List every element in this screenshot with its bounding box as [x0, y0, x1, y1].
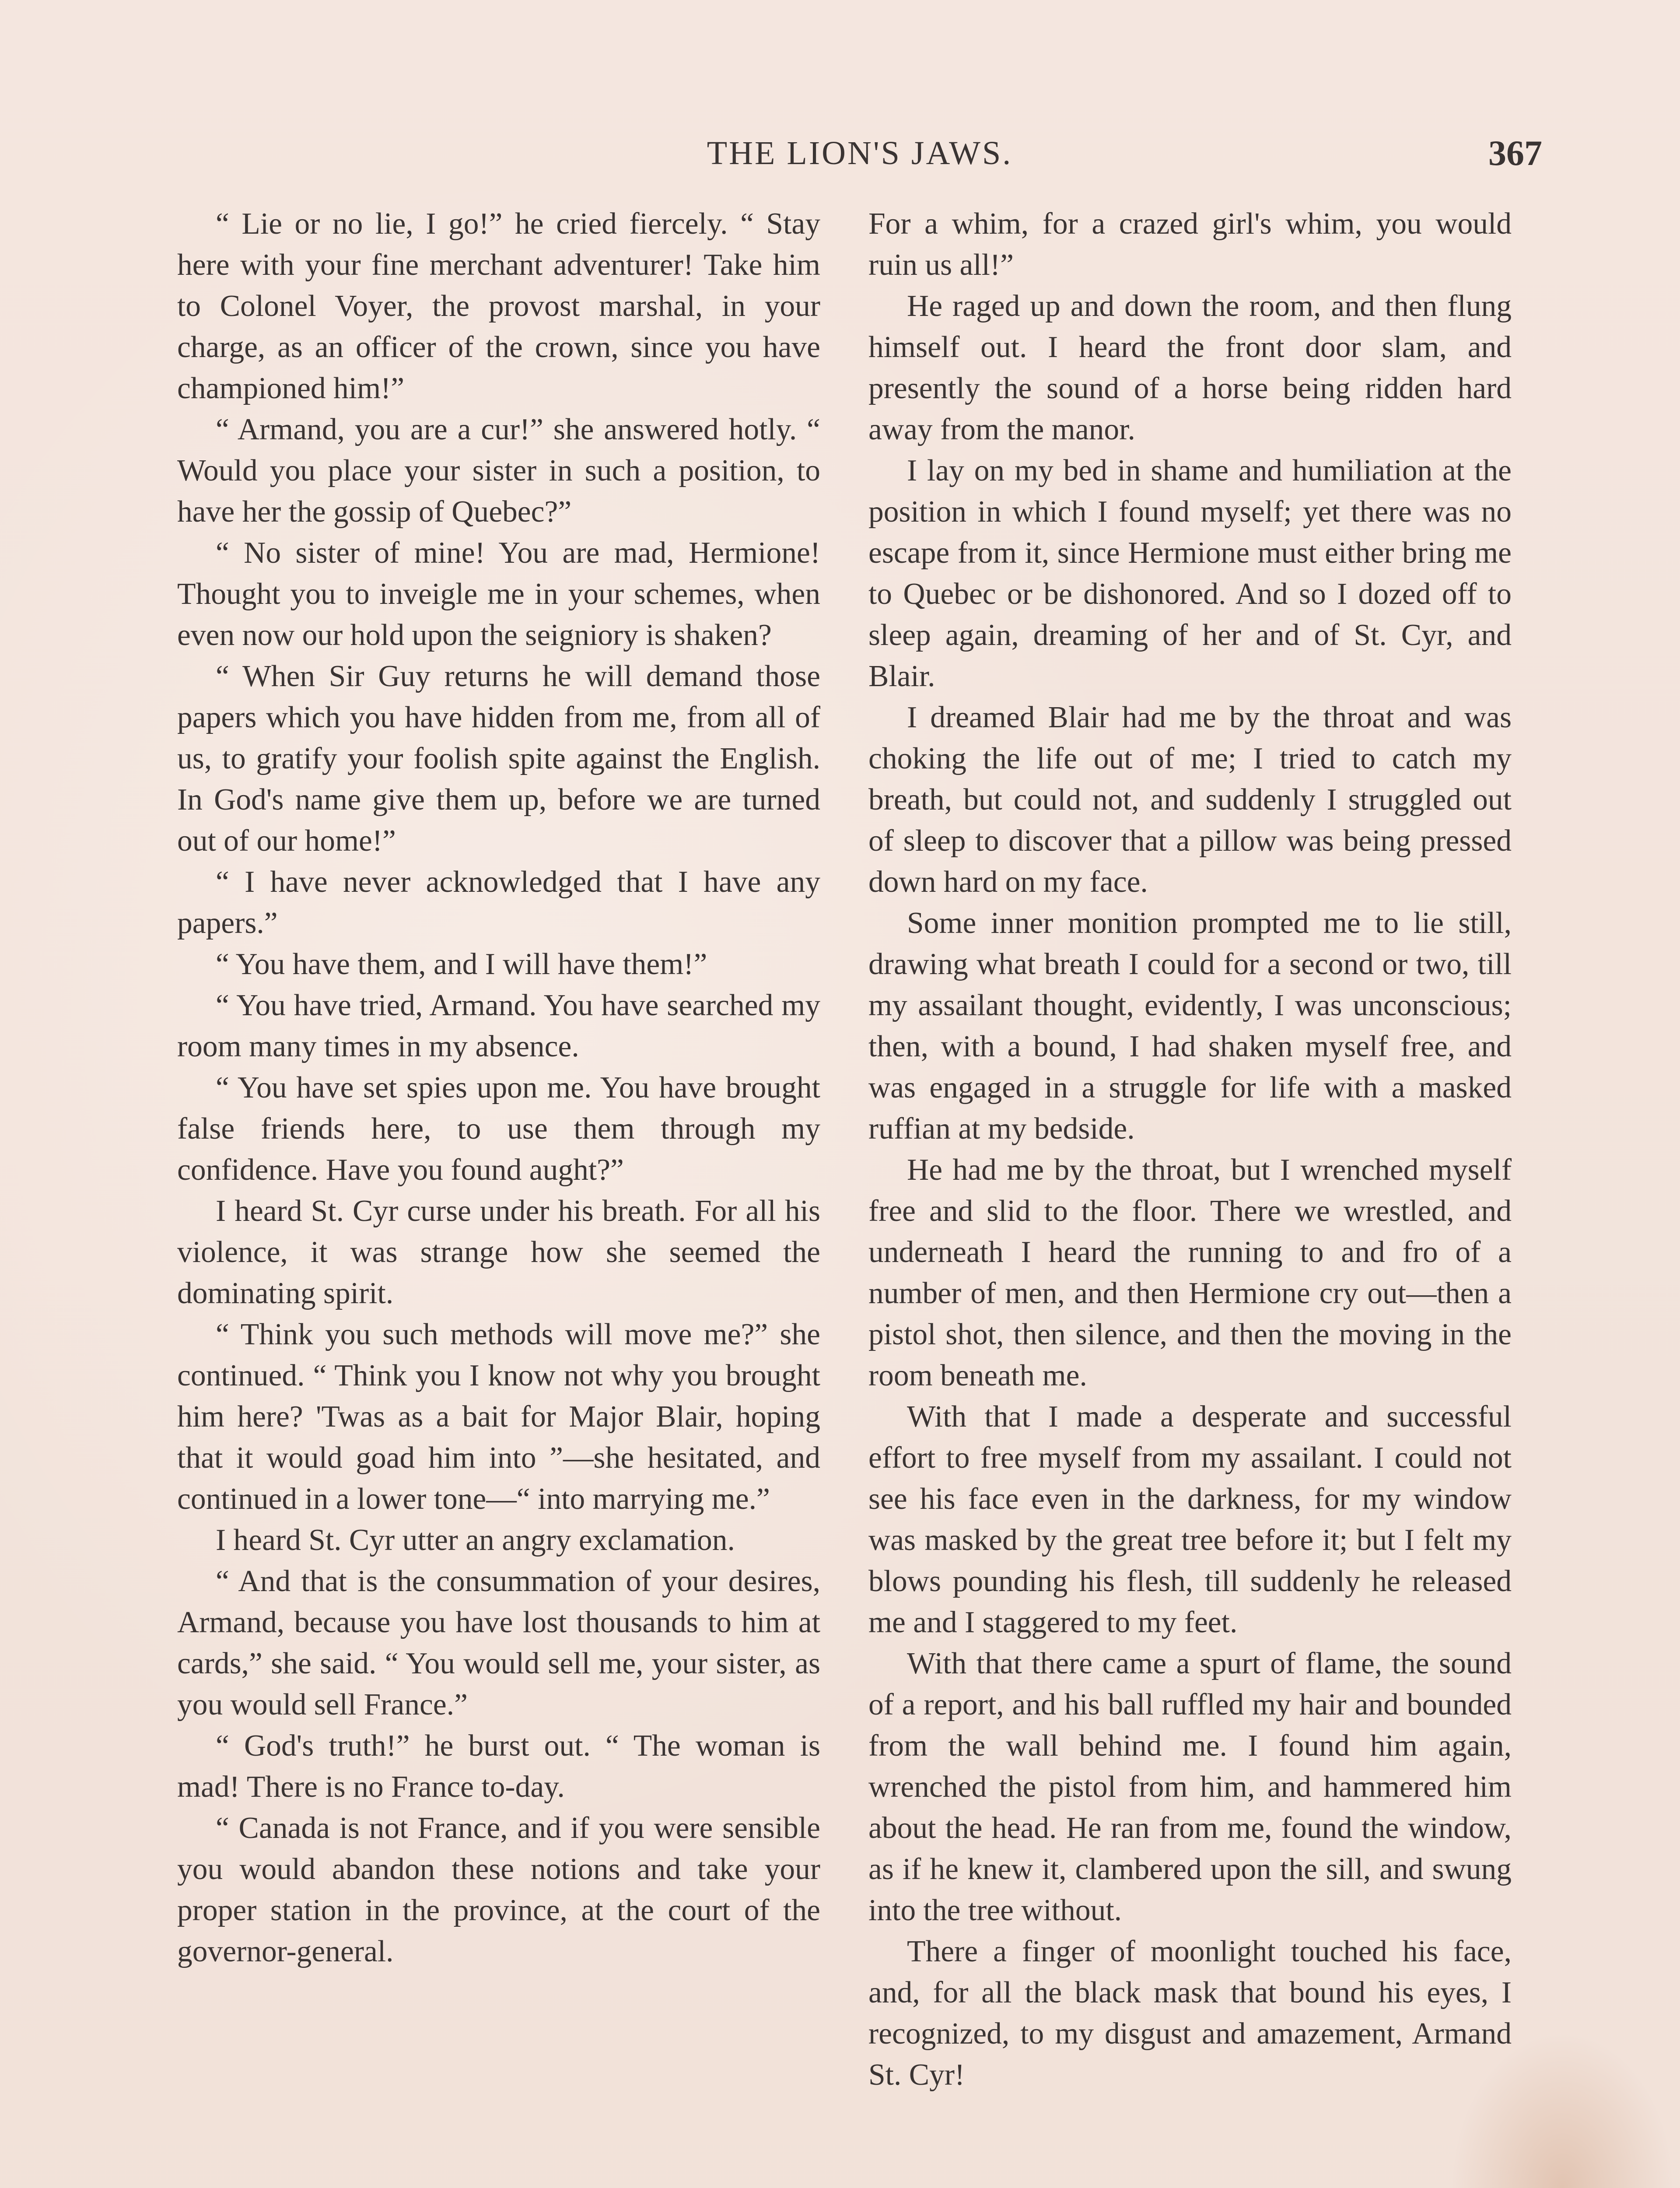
paragraph: “ You have tried, Armand. You have searched my room many times in my absence. — [177, 989, 820, 1063]
right-column — [868, 203, 1512, 2096]
paragraph: “ Canada is not France, and if you were sensible you would abandon these notions and take your proper station in the province, at the court of the governor-general. — [177, 1811, 820, 1968]
paragraph-continuation: For a whim, for a crazed girl's whim, you would ruin us all!” — [868, 207, 1512, 282]
paragraph: I lay on my bed in shame and humiliation at the position in which I found myself; yet there was no escape from it, since Hermione must either bring me to Quebec or be dishonored. And so I dozed off to sleep again, dreaming of her and of St. Cyr, and Blair. — [868, 454, 1512, 693]
paragraph: “ I have never acknowledged that I have any papers.” — [177, 865, 820, 940]
paragraph: I heard St. Cyr curse under his breath. For all his violence, it was strange how she seemed the dominating spirit. — [177, 1194, 820, 1310]
paragraph: “ And that is the consummation of your desires, Armand, because you have lost thousands to him at cards,” she said. “ You would sell me, your sister, as you would sell France.” — [177, 1564, 820, 1722]
paragraph: “ Think you such methods will move me?” she continued. “ Think you I know not why you brought him here? 'Twas as a bait for Major Blair, hoping that it would goad him into ”—she hesitated, and continued in a lower tone—“ into marrying me.” — [177, 1318, 820, 1516]
paragraph: Some inner monition prompted me to lie still, drawing what breath I could for a second or two, till my assailant thought, evidently, I was unconscious; then, with a bound, I had shaken myself free, and was engaged in a struggle for life with a masked ruffian at my bedside. — [868, 906, 1512, 1146]
paragraph: “ Lie or no lie, I go!” he cried fiercely. “ Stay here with your fine merchant adventurer! Take him to Colonel Voyer, the provost marshal, in your charge, as an officer of the crown, since you have championed him!” — [177, 207, 820, 405]
paragraph: He raged up and down the room, and then flung himself out. I heard the front door slam, and presently the sound of a horse being ridden hard away from the manor. — [868, 289, 1512, 446]
paragraph: “ You have set spies upon me. You have brought false friends here, to use them through my confidence. Have you found aught?” — [177, 1071, 820, 1187]
page-header — [177, 127, 1542, 184]
paragraph: “ No sister of mine! You are mad, Hermione! Thought you to inveigle me in your schemes, when even now our hold upon the seigniory is shaken? — [177, 536, 820, 652]
paragraph: “ Armand, you are a cur!” she answered hotly. “ Would you place your sister in such a position, to have her the gossip of Quebec?” — [177, 413, 820, 529]
paragraph: “ God's truth!” he burst out. “ The woman is mad! There is no France to-day. — [177, 1729, 820, 1804]
paragraph: There a finger of moonlight touched his face, and, for all the black mask that bound his eyes, I recognized, to my disgust and amazement, Armand St. Cyr! — [868, 1935, 1512, 2092]
running-title: THE LION'S JAWS. — [707, 135, 1013, 172]
paragraph: He had me by the throat, but I wrenched myself free and slid to the floor. There we wrestled, and underneath I heard the running to and fro of a number of men, and then Hermione cry out—then a pistol shot, then silence, and then the moving in the room beneath me. — [868, 1153, 1512, 1392]
paragraph: I dreamed Blair had me by the throat and was choking the life out of me; I tried to catch my breath, but could not, and suddenly I struggled out of sleep to discover that a pillow was being pressed down hard on my face. — [868, 701, 1512, 899]
paragraph: “ When Sir Guy returns he will demand those papers which you have hidden from me, from all of us, to gratify your foolish spite against the English. In God's name give them up, before we are turned out of our home!” — [177, 659, 820, 858]
page-number: 367 — [1488, 133, 1542, 173]
paragraph: I heard St. Cyr utter an angry exclamation. — [216, 1523, 735, 1557]
paragraph: With that there came a spurt of flame, the sound of a report, and his ball ruffled my hair and bounded from the wall behind me. I found him again, wrenched the pistol from him, and hammered him about the head. He ran from me, found the window, as if he knew it, clambered upon the sill, and swung into the tree without. — [868, 1647, 1512, 1927]
paragraph: With that I made a desperate and successful effort to free myself from my assailant. I could not see his face even in the darkness, for my window was masked by the great tree before it; but I felt my blows pounding his flesh, till suddenly he released me and I staggered to my feet. — [868, 1400, 1512, 1639]
left-column — [177, 203, 820, 1972]
paragraph: “ You have them, and I will have them!” — [216, 947, 707, 981]
